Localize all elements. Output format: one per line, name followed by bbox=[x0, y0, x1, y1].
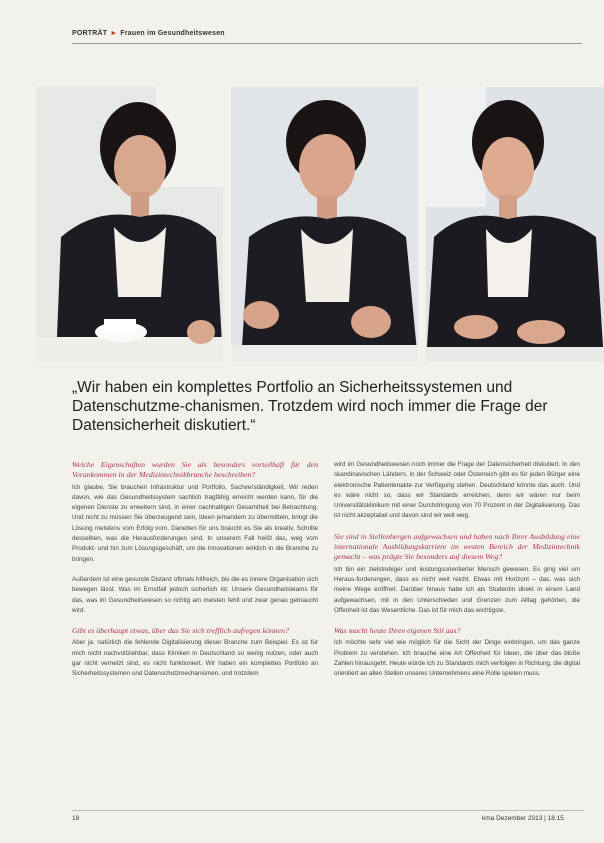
portrait-photo-2 bbox=[231, 87, 418, 362]
interview-answer: wird im Gesundheitswesen noch immer die Frage der Datensicherheit diskutiert. In den skandinavischen Ländern, in der Schweiz oder Österreich gibt es für jeden Bürger eine elektronische Patientenakte zur Verfügung stehen. Deutschland könnte das auch. Und es wäre nicht so, dass wir Standards erreichen, denn wir wären nur beim Universitätsklinikum mit einer Durchdringung von 70 Prozent in der Digitalisierung. Das ist nicht akzeptabel und davon sind wir weit weg. bbox=[334, 461, 580, 520]
portrait-photo-3 bbox=[426, 87, 604, 362]
section-header bbox=[72, 30, 225, 37]
interview-question: Welche Eigenschaften wurden Sie als besonders vorteilhaft für den Vorankommen in der Medizintechnikbranche beschreiben? bbox=[72, 460, 318, 480]
interview-question: Gibt es überhaupt etwas, über das Sie sich trefflich aufregen können? bbox=[72, 626, 289, 636]
interview-answer: Aber ja: natürlich die fehlende Digitalisierung dieser Branche zum Beispiel. Es ist für mich nicht nachvollziehbar, dass Kliniken in Deutschland so wenig nutzen, oder auch gar nicht vernetzt sind, es nicht funktioniert. Wir haben ein komplettes Portfolio an Sicherheitssystemen und Datenschutzmechanismen, und trotzdem bbox=[72, 639, 318, 678]
interview-question: Was macht heute Ihren eigenen Stil aus? bbox=[334, 626, 461, 636]
section-topic: Frauen im Gesundheitswesen bbox=[120, 30, 225, 37]
section-label: PORTRÄT bbox=[72, 30, 108, 37]
text-column-left bbox=[72, 460, 318, 690]
interview-answer: Ich bin ein zielstrebiger und leistungsorientierter Mensch gewesen. Es ging viel um Heraus-forderungen, dass es nicht weit reicht. Etwas mit Horizont – das, was sich meine Wege eröffnet. Darüber hinaus habe ich als Studentin direkt in einem Land aufgewachsen, mit in den Unterschieden und Grenzen zum Alltag gehörten, die Offenheit ist das Wesentliche. Das ist für mich das wichtigste. bbox=[334, 565, 580, 614]
interview-question: Sie sind in Stellenbergen aufgewachsen und haben nach Ihrer Ausbildung eine internationale Ausbildungskarriere im westen Bereich der Medizintechnik gemacht – was prägte Sie besonders auf diesem Weg? bbox=[334, 531, 580, 562]
magazine-footer: kma Dezember 2013 | 18.15 bbox=[482, 815, 564, 822]
footer-divider bbox=[72, 810, 584, 811]
interview-answer: Ich möchte sehr viel wie möglich für die Sicht der Dinge einbringen, um das ganze Problem zu verstehen. Ich brauche eine Art Offenheit für Ideen, die über das bloße Zahlen hinausgeht. Heute würde ich zu Standards mich verfolgen in Richtung, die digital orientiert an allen Stellen unseres Unternehmens eine Rolle spielen muss. bbox=[334, 639, 580, 678]
text-column-right bbox=[334, 460, 580, 690]
interview-answer: Außerdem ist eine gesunde Distanz oftmals hilfreich, bis die es innere Organisation sich bewegen lässt. Was im Ernstfall jedoch sicherlich ist: Unsere Gesundheitsteams für das, was im Gesundheitswesen so richtig am meisten fehlt und zwar genau gebraucht wird. bbox=[72, 575, 318, 614]
header-divider bbox=[72, 43, 582, 44]
interview-answer: Ich glaube, Sie brauchen Infrastruktur und Portfolio, Sachverständigkeit. Wir reden davon, wie das Gesundheitssystem sachlich tragfähig erreicht werden kann, für die eigenen Dienste zu erweitern sind, in einer nachhaltigen Gesamtheit bei Betrachtung. Und nicht zu müssen Sie überzeugend sein, Ideen jemandem zu übermitteln, bringt die Lösung meistens vom Erfolg vorn. Daneben für uns braucht es Sie als kreativ, Schritte desselben, was die Herausforderungen sind. In unserem Fall heißt das, weg vom Produkt- und hin zum Lösungsgeschäft, um die Innovationen wirklich in die Branche zu bringen. bbox=[72, 483, 318, 563]
arrow-right-icon: ► bbox=[110, 30, 118, 37]
pull-quote: „Wir haben ein komplettes Portfolio an Sicherheitssystemen und Datenschutzme-chanismen. Trotzdem wird noch immer die Frage der Datensicherheit diskutiert.“ bbox=[72, 379, 548, 434]
page-number: 18 bbox=[72, 815, 80, 822]
portrait-photo-1 bbox=[36, 87, 223, 362]
